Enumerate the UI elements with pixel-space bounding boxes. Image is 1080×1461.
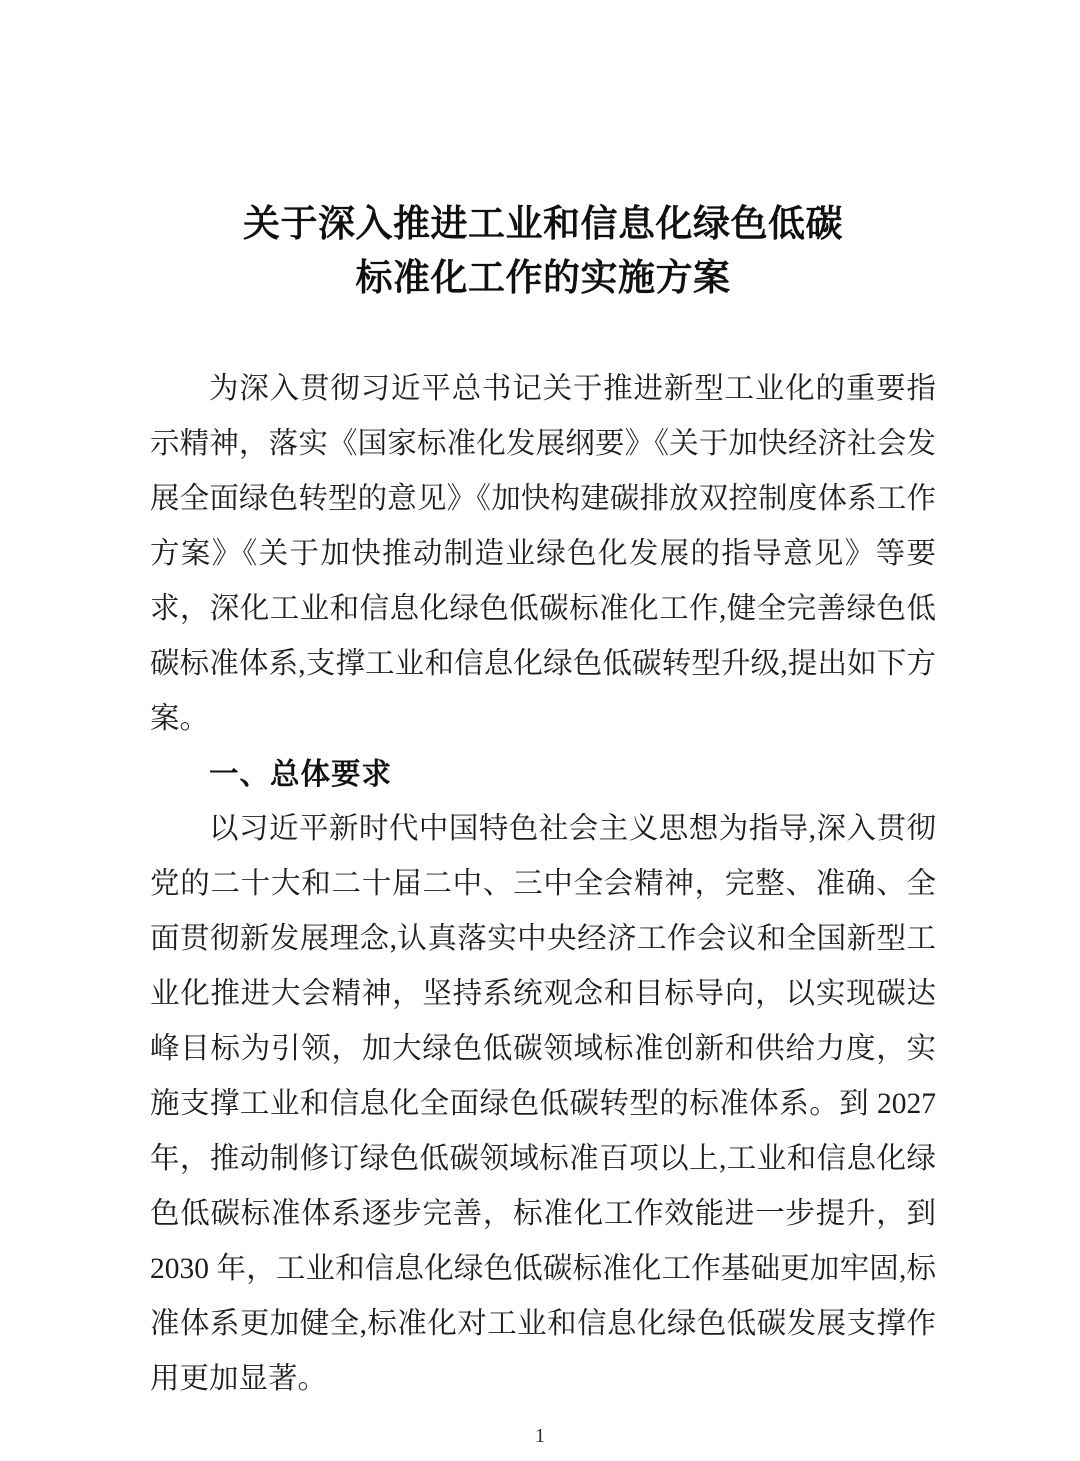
page-title xyxy=(150,0,936,306)
intro-paragraph: 为深入贯彻习近平总书记关于推进新型工业化的重要指示精神，落实《国家标准化发展纲要》《关于加快经济社会发展全面绿色转型的意见》《加快构建碳排放双控制度体系工作方案》《关于加快推动制造业绿色化发展的指导意见》等要求，深化工业和信息化绿色低碳标准化工作,健全完善绿色低碳标准体系,支撑工业和信息化绿色低碳转型升级,提出如下方案。 xyxy=(150,373,936,735)
page-content xyxy=(150,0,936,1407)
page-title-line-1: 关于深入推进工业和信息化绿色低碳 xyxy=(243,204,843,245)
section-heading-overall-requirements: 一、总体要求 xyxy=(209,758,393,791)
overall-requirements-paragraph: 以习近平新时代中国特色社会主义思想为指导,深入贯彻党的二十大和二十届二中、三中全会精神，完整、准确、全面贯彻新发展理念,认真落实中央经济工作会议和全国新型工业化推进大会精神，坚持系统观念和目标导向，以实现碳达峰目标为引领，加大绿色低碳领域标准创新和供给力度，实施支撑工业和信息化全面绿色低碳转型的标准体系。到 2027 年，推动制修订绿色低碳领域标准百项以上,工业和信息化绿色低碳标准体系逐步完善，标准化工作效能进一步提升，到 2030 年，工业和信息化绿色低碳标准化工作基础更加牢固,标准体系更加健全,标准化对工业和信息化绿色低碳发展支撑作用更加显著。 xyxy=(150,813,936,1395)
page-title-line-2: 标准化工作的实施方案 xyxy=(355,258,731,299)
footer-page-number: 1 xyxy=(535,1425,545,1447)
